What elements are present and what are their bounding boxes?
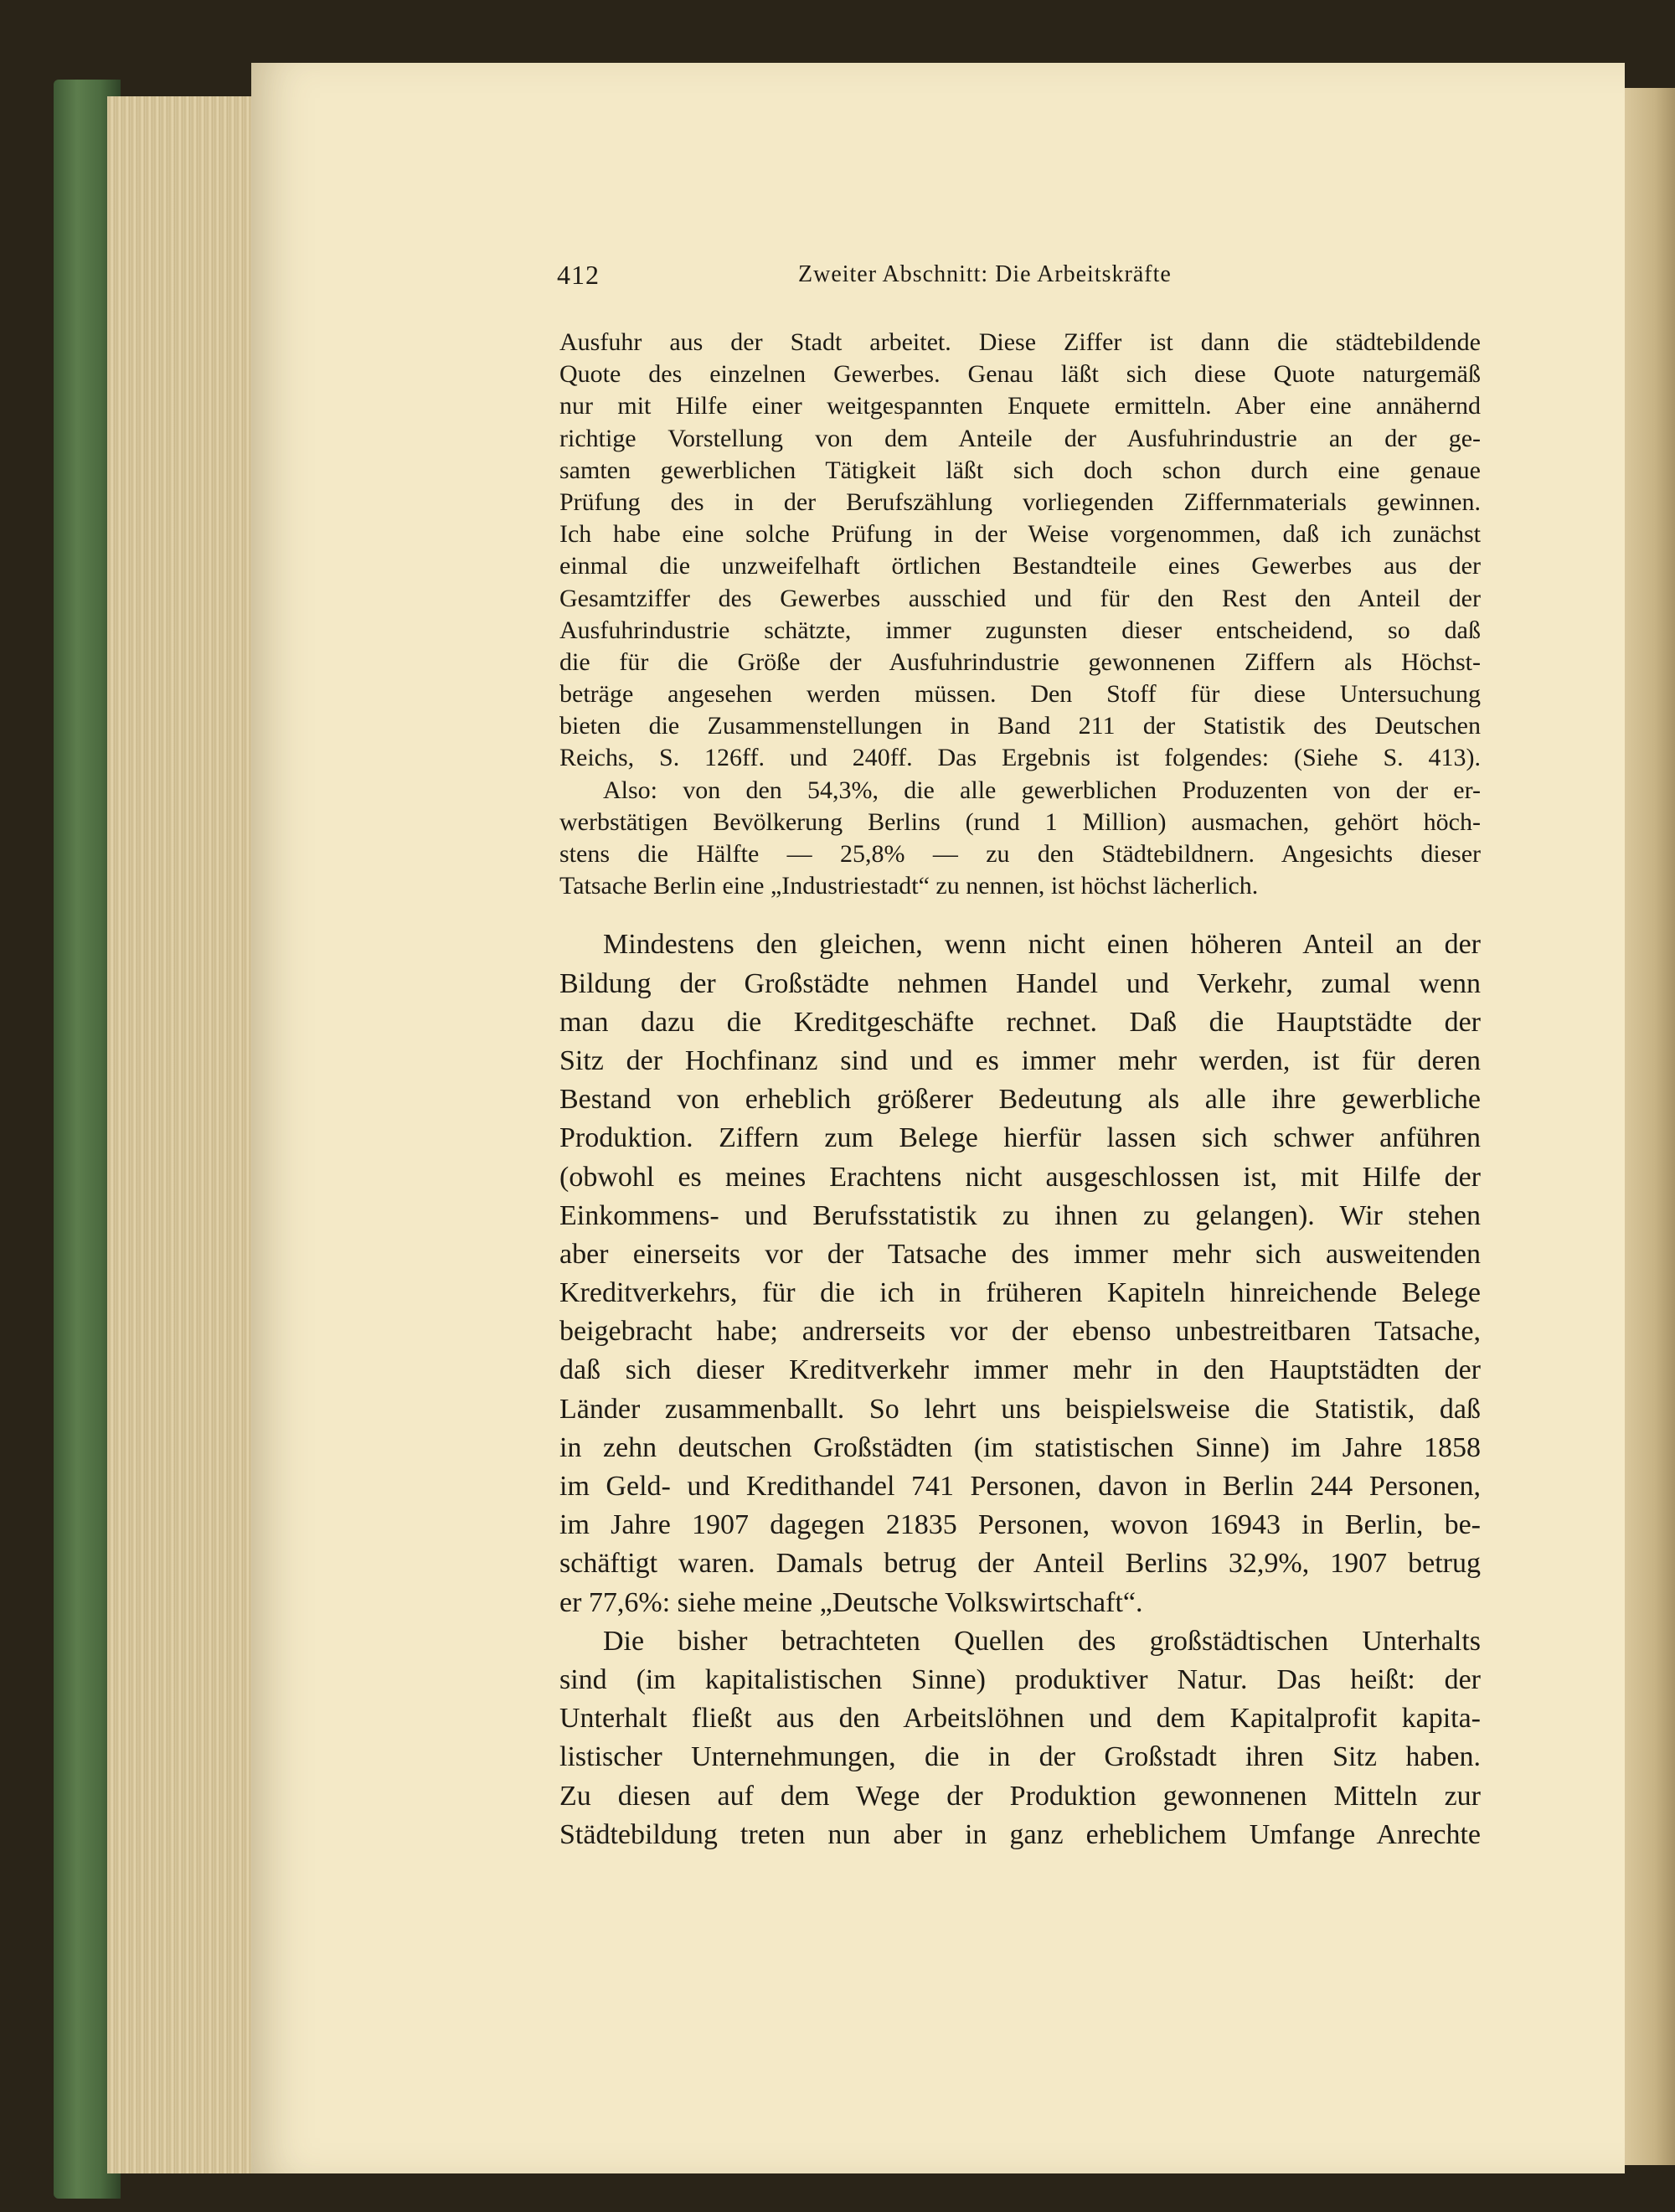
small-print-section [559,327,1481,902]
text-line: Ausfuhrindustrie schätzte, immer zugunsten dieser entscheidend, so daß [559,616,1481,644]
text-line: Ich habe eine solche Prüfung in der Weise vorgenommen, daß ich zunächst [559,520,1481,549]
text-line: Ausfuhr aus der Stadt arbeitet. Diese Ziffer ist dann die städtebildende [559,328,1481,356]
text-line: Bestand von erheblich größerer Bedeutung als alle ihre gewerbliche [559,1084,1481,1116]
text-line: in zehn deutschen Großstädten (im statistischen Sinne) im Jahre 1858 [559,1431,1481,1463]
text-line: Mindestens den gleichen, wenn nicht einen höheren Anteil an der [603,929,1481,961]
text-line: Gesamtziffer des Gewerbes ausschied und für den Rest den Anteil der [559,584,1481,612]
text-line: Städtebildung treten nun aber in ganz erheblichem Umfange Anrechte [559,1818,1481,1850]
page-number: 412 [557,260,600,290]
text-line: Reichs, S. 126ff. und 240ff. Das Ergebnis ist folgendes: (Siehe S. 413). [559,744,1481,772]
text-line: einmal die unzweifelhaft örtlichen Bestandteile eines Gewerbes aus der [559,552,1481,580]
text-line: beträge angesehen werden müssen. Den Stoff für diese Untersuchung [559,680,1481,709]
text-line: (obwohl es meines Erachtens nicht ausgeschlossen ist, mit Hilfe der [559,1161,1481,1193]
text-line: Einkommens- und Berufsstatistik zu ihnen zu gelangen). Wir stehen [559,1199,1481,1231]
page-edges [107,96,266,2173]
body-text [559,327,1481,1854]
text-line: Quote des einzelnen Gewerbes. Genau läßt sich diese Quote naturgemäß [559,360,1481,389]
text-line: beigebracht habe; andrerseits vor der ebenso unbestreitbaren Tatsache, [559,1316,1481,1348]
text-line: werbstätigen Bevölkerung Berlins (rund 1 Million) ausmachen, gehört höch- [559,807,1481,836]
text-line: Länder zusammenballt. So lehrt uns beispielsweise die Statistik, daß [559,1393,1481,1425]
text-line: richtige Vorstellung von dem Anteile der Ausfuhrindustrie an der ge- [559,424,1481,452]
text-line: aber einerseits vor der Tatsache des immer mehr sich ausweitenden [559,1238,1481,1270]
text-line: Produktion. Ziffern zum Belege hierfür lassen sich schwer anführen [559,1122,1481,1154]
text-line: Also: von den 54,3%, die alle gewerblichen Produzenten von der er- [603,776,1481,804]
text-line: Zu diesen auf dem Wege der Produktion gewonnenen Mitteln zur [559,1780,1481,1812]
text-line: sind (im kapitalistischen Sinne) produktiver Natur. Das heißt: der [559,1663,1481,1695]
text-line: Bildung der Großstädte nehmen Handel und Verkehr, zumal wenn [559,967,1481,999]
text-line: daß sich dieser Kreditverkehr immer mehr in den Hauptstädten der [559,1354,1481,1386]
running-head: Zweiter Abschnitt: Die Arbeitskräfte [798,261,1172,287]
page-header [557,260,1353,302]
text-line: im Geld- und Kredithandel 741 Personen, davon in Berlin 244 Personen, [559,1471,1481,1502]
text-line: bieten die Zusammenstellungen in Band 211 der Statistik des Deutschen [559,712,1481,740]
text-line: er 77,6%: siehe meine „Deutsche Volkswirtschaft“. [559,1586,1143,1618]
text-line: Kreditverkehrs, für die ich in früheren Kapiteln hinreichende Belege [559,1277,1481,1309]
text-line: man dazu die Kreditgeschäfte rechnet. Daß die Hauptstädte der [559,1006,1481,1038]
main-print-section [559,926,1481,1854]
text-line: samten gewerblichen Tätigkeit läßt sich doch schon durch eine genaue [559,456,1481,484]
text-line: Sitz der Hochfinanz sind und es immer mehr werden, ist für deren [559,1044,1481,1076]
text-line: im Jahre 1907 dagegen 21835 Personen, wovon 16943 in Berlin, be- [559,1509,1481,1541]
text-line: stens die Hälfte — 25,8% — zu den Städtebildnern. Angesichts dieser [559,840,1481,868]
facing-page-edge [1625,88,1675,2165]
text-line: Prüfung des in der Berufszählung vorliegenden Ziffernmaterials gewinnen. [559,487,1481,516]
text-line: listischer Unternehmungen, die in der Großstadt ihren Sitz haben. [559,1741,1481,1773]
text-line: nur mit Hilfe einer weitgespannten Enquete ermitteln. Aber eine annähernd [559,392,1481,420]
text-line: Unterhalt fließt aus den Arbeitslöhnen und dem Kapitalprofit kapita- [559,1703,1481,1735]
text-line: Tatsache Berlin eine „Industriestadt“ zu nennen, ist höchst lächerlich. [559,872,1259,900]
text-line: die für die Größe der Ausfuhrindustrie gewonnenen Ziffern als Höchst- [559,647,1481,676]
text-line: schäftigt waren. Damals betrug der Anteil Berlins 32,9%, 1907 betrug [559,1548,1481,1580]
text-line: Die bisher betrachteten Quellen des großstädtischen Unterhalts [603,1625,1481,1657]
